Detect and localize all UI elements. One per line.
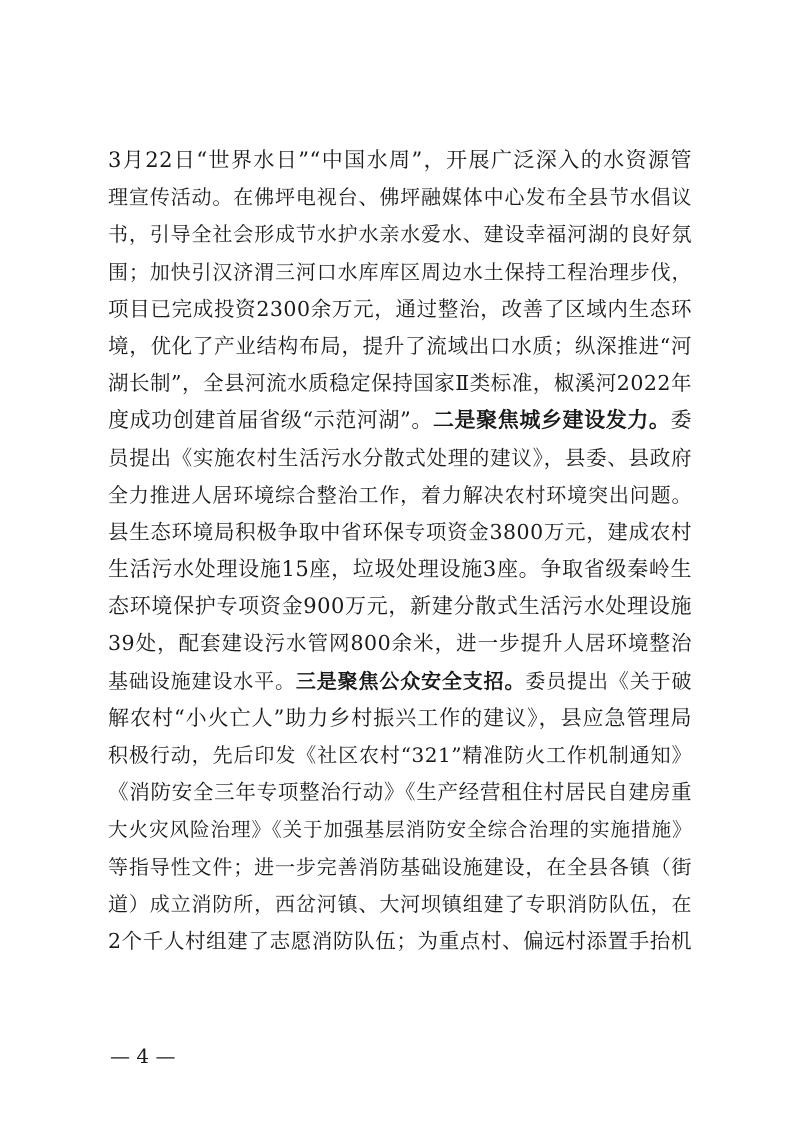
- text-line: [108, 291, 692, 328]
- text-run: 书，引导全社会形成节水护水亲水爱水、建设幸福河湖的良好氛: [108, 222, 692, 247]
- text-run: 态环境保护专项资金900万元，新建分散式生活污水处理设施: [108, 594, 692, 619]
- text-run: 道）成立消防所，西岔河镇、大河坝镇组建了专职消防队伍，在: [108, 891, 692, 916]
- text-line: [108, 774, 692, 811]
- text-run: 基础设施建设水平。: [108, 668, 296, 693]
- text-run: 委员提出《关于破: [525, 668, 693, 693]
- text-line: [108, 328, 692, 365]
- text-line: [108, 700, 692, 737]
- text-line: [108, 179, 692, 216]
- text-line: [108, 440, 692, 477]
- text-line: [108, 216, 692, 253]
- text-line: [108, 477, 692, 514]
- text-run: 生活污水处理设施15座，垃圾处理设施3座。争取省级秦岭生: [108, 557, 692, 582]
- text-run: 湖长制”，全县河流水质稳定保持国家Ⅱ类标准，椒溪河2022年: [108, 371, 692, 396]
- text-line: [108, 663, 692, 700]
- body-text: [108, 142, 692, 960]
- text-line: [108, 402, 692, 439]
- text-line: [108, 365, 692, 402]
- text-run: 员提出《实施农村生活污水分散式处理的建议》，县委、县政府: [108, 445, 692, 470]
- text-line: [108, 551, 692, 588]
- page-number: — 4 —: [110, 1044, 176, 1068]
- text-run: 解农村“小火亡人”助力乡村振兴工作的建议》，县应急管理局: [108, 705, 692, 730]
- text-line: [108, 849, 692, 886]
- text-run: 项目已完成投资2300余万元，通过整治，改善了区域内生态环: [108, 296, 692, 321]
- bold-heading-run: 二是聚焦城乡建设发力。: [432, 408, 671, 433]
- text-run: 积极行动，先后印发《社区农村“321”精准防火工作机制通知》: [108, 743, 692, 767]
- text-line: [108, 923, 692, 960]
- text-line: [108, 588, 692, 625]
- text-run: 理宣传活动。在佛坪电视台、佛坪融媒体中心发布全县节水倡议: [108, 185, 692, 210]
- text-run: 《消防安全三年专项整治行动》《生产经营租住村居民自建房重: [108, 780, 692, 805]
- text-run: 3月22日“世界水日”“中国水周”，开展广泛深入的水资源管: [108, 148, 692, 172]
- text-line: [108, 737, 692, 774]
- text-run: 度成功创建首届省级“示范河湖”。: [108, 408, 433, 433]
- text-run: 境，优化了产业结构布局，提升了流域出口水质；纵深推进“河: [108, 333, 692, 358]
- text-line: [108, 254, 692, 291]
- text-run: 大火灾风险治理》《关于加强基层消防安全综合治理的实施措施》: [108, 818, 692, 842]
- text-line: [108, 625, 692, 662]
- text-run: 全力推进人居环境综合整治工作，着力解决农村环境突出问题。: [108, 482, 692, 507]
- text-run: 围；加快引汉济渭三河口水库库区周边水土保持工程治理步伐，: [108, 259, 692, 284]
- text-line: [108, 811, 692, 848]
- text-run: 2个千人村组建了志愿消防队伍；为重点村、偏远村添置手抬机: [108, 928, 692, 953]
- bold-heading-run: 三是聚焦公众安全支招。: [295, 668, 526, 693]
- text-run: 39处，配套建设污水管网800余米，进一步提升人居环境整治: [108, 631, 692, 656]
- text-run: 等指导性文件；进一步完善消防基础设施建设，在全县各镇（街: [108, 854, 692, 879]
- text-run: 委: [670, 408, 692, 433]
- text-line: [108, 514, 692, 551]
- text-run: 县生态环境局积极争取中省环保专项资金3800万元，建成农村: [108, 519, 692, 544]
- text-line: [108, 886, 692, 923]
- text-line: [108, 142, 692, 179]
